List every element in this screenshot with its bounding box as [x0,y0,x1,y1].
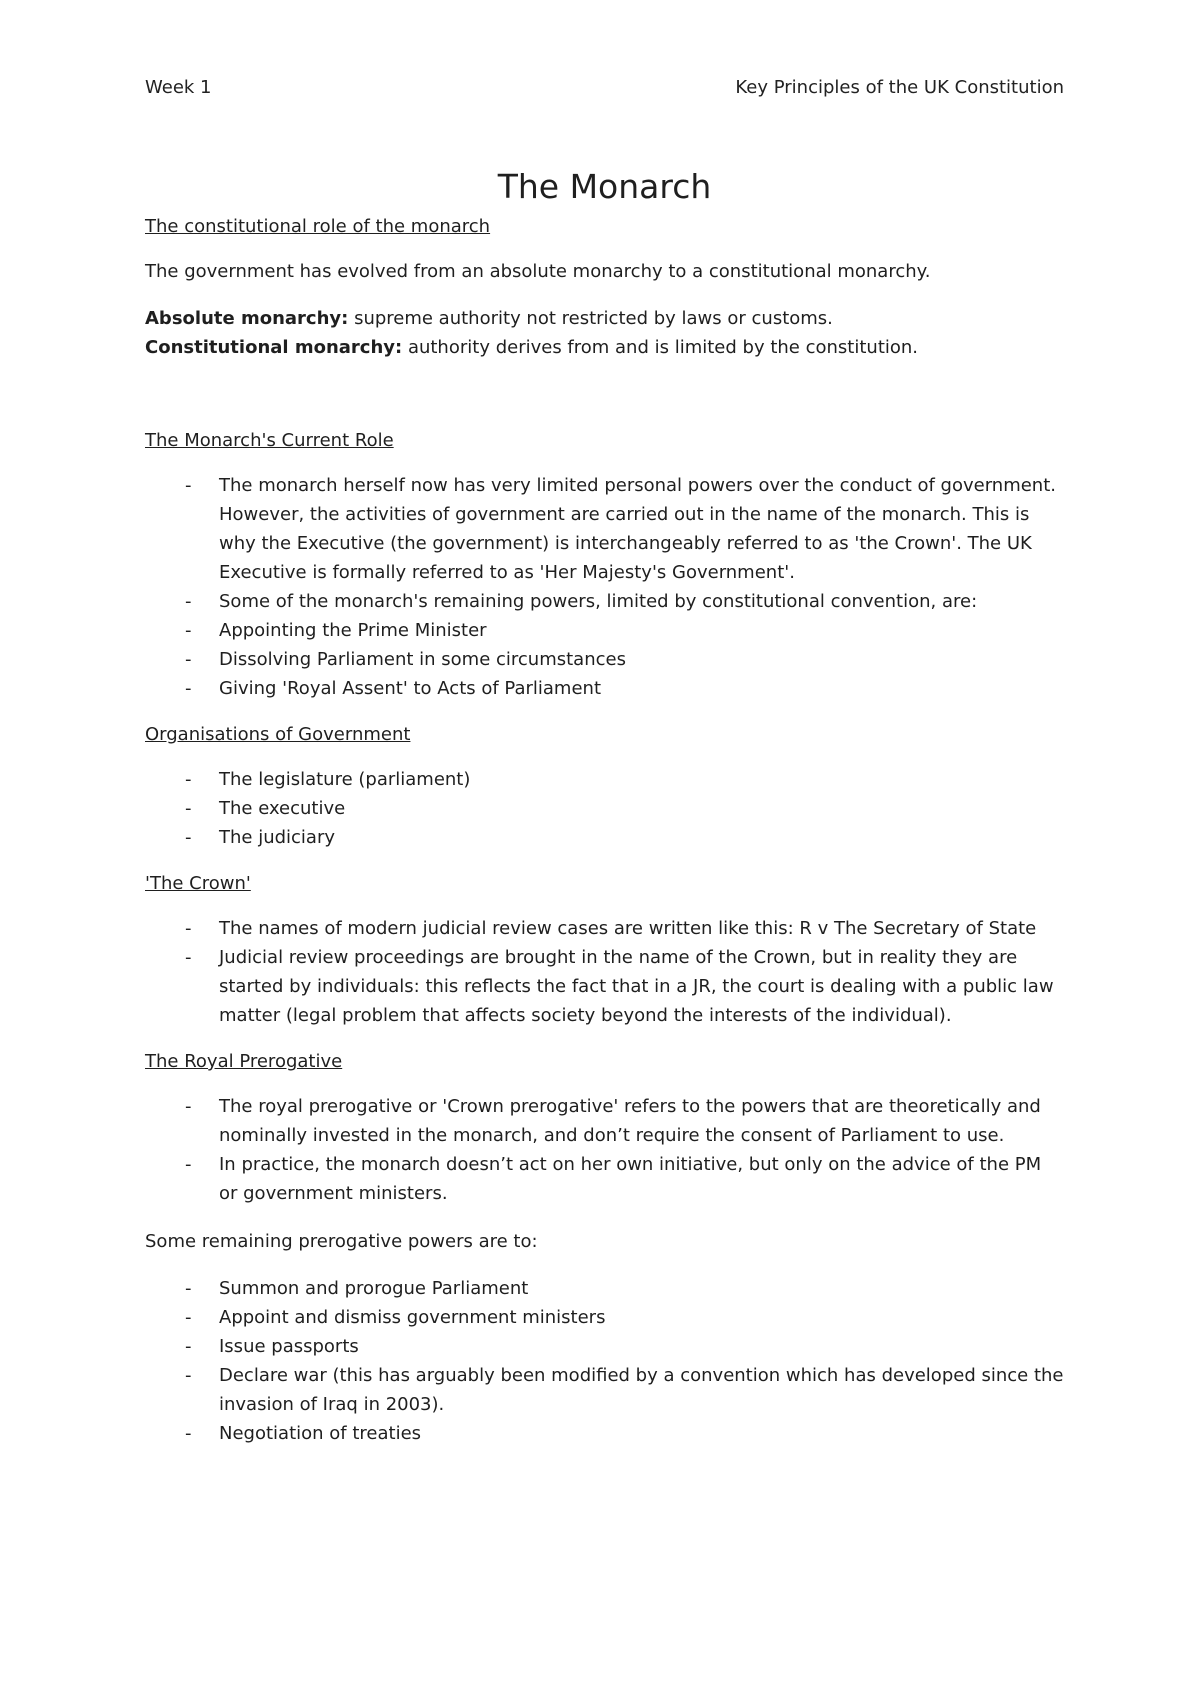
list-item: - In practice, the monarch doesn’t act on her own initiative, but only on the advice of the PM or government ministers. [145,1150,1064,1208]
definition-absolute-text: supreme authority not restricted by laws or customs. [348,308,833,329]
dash-bullet: - [185,827,192,848]
prerogative-powers-list [145,1274,1064,1448]
definition-constitutional-text: authority derives from and is limited by the constitution. [402,337,919,358]
dash-bullet: - [185,1336,192,1357]
list-item: - Declare war (this has arguably been modified by a convention which has developed since the invasion of Iraq in 2003). [145,1361,1064,1419]
page-title: The Monarch [497,167,712,206]
dash-bullet: - [185,1154,192,1175]
list-item: - Some of the monarch's remaining powers, limited by constitutional convention, are: [145,587,1064,616]
list-item: - The royal prerogative or 'Crown prerogative' refers to the powers that are theoretically and nominally invested in the monarch, and don’t require the consent of Parliament to use. [145,1092,1064,1150]
dash-bullet: - [185,1307,192,1328]
heading-current-role: The Monarch's Current Role [145,430,394,451]
dash-bullet: - [185,1096,192,1117]
page-header [145,76,1064,100]
dash-bullet: - [185,591,192,612]
list-item: - Negotiation of treaties [145,1419,1064,1448]
dash-bullet: - [185,1278,192,1299]
definition-absolute-term: Absolute monarchy: [145,308,349,329]
list-item: - Appoint and dismiss government ministers [145,1303,1064,1332]
definition-absolute [145,304,1064,333]
current-role-list [145,471,1064,703]
list-item: - Dissolving Parliament in some circumstances [145,645,1064,674]
header-week: Week 1 [145,77,212,98]
list-item: - Issue passports [145,1332,1064,1361]
definition-constitutional-term: Constitutional monarchy: [145,337,403,358]
organisations-list [145,765,1064,852]
list-item: - Summon and prorogue Parliament [145,1274,1064,1303]
list-item: - The names of modern judicial review cases are written like this: R v The Secretary of State [145,914,1064,943]
dash-bullet: - [185,678,192,699]
list-item: - Judicial review proceedings are brought in the name of the Crown, but in reality they are started by individuals: this reflects the fact that in a JR, the court is dealing with a public law matter (legal problem that affects society beyond the interests of the individual). [145,943,1064,1030]
list-item: - The legislature (parliament) [145,765,1064,794]
definition-constitutional [145,333,1064,362]
crown-list [145,914,1064,1030]
list-item: - The executive [145,794,1064,823]
heading-the-crown: 'The Crown' [145,873,251,894]
dash-bullet: - [185,769,192,790]
dash-bullet: - [185,620,192,641]
document-body [145,166,1064,1448]
dash-bullet: - [185,1365,192,1386]
list-item: - Appointing the Prime Minister [145,616,1064,645]
dash-bullet: - [185,798,192,819]
dash-bullet: - [185,1423,192,1444]
heading-constitutional-role: The constitutional role of the monarch [145,216,491,237]
list-item: - Giving 'Royal Assent' to Acts of Parliament [145,674,1064,703]
header-course-title: Key Principles of the UK Constitution [735,77,1064,98]
heading-organisations: Organisations of Government [145,724,411,745]
list-item: - The judiciary [145,823,1064,852]
dash-bullet: - [185,475,192,496]
prerogative-list [145,1092,1064,1208]
list-item: - The monarch herself now has very limited personal powers over the conduct of government. However, the activities of government are carried out in the name of the monarch. This is why the Executive (the government) is interchangeably referred to as 'the Crown'. The UK Executive is formally referred to as 'Her Majesty's Government'. [145,471,1064,587]
dash-bullet: - [185,918,192,939]
powers-intro: Some remaining prerogative powers are to: [145,1231,538,1252]
intro-paragraph: The government has evolved from an absolute monarchy to a constitutional monarchy. [145,261,931,282]
heading-royal-prerogative: The Royal Prerogative [145,1051,343,1072]
dash-bullet: - [185,649,192,670]
dash-bullet: - [185,947,192,968]
